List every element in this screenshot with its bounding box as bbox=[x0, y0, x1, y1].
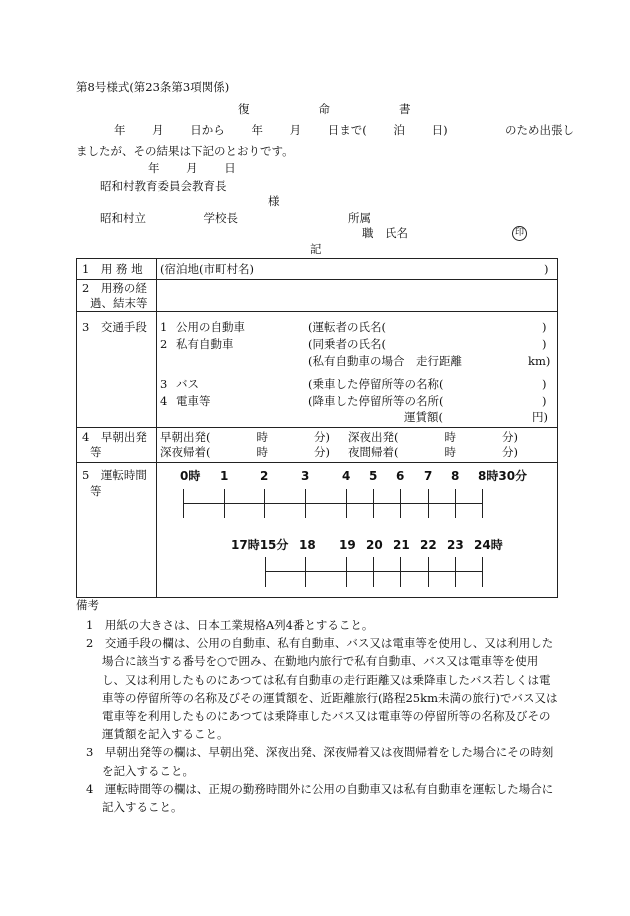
transport-num-2: 2 bbox=[160, 337, 168, 351]
seal-mark: 印 bbox=[512, 226, 527, 241]
morning-tick bbox=[264, 489, 265, 518]
morning-label-2: 2 bbox=[260, 469, 269, 483]
row4-label-2: 等 bbox=[90, 445, 102, 459]
report-date: 年 月 日 bbox=[148, 161, 236, 175]
morning-label-0: 0時 bbox=[180, 469, 201, 483]
trip-date-line: 年 月 日から 年 月 日まで( 泊 日) のため出張し bbox=[114, 123, 575, 137]
destination-close: ) bbox=[544, 262, 549, 276]
evening-label-2: 19 bbox=[339, 538, 356, 552]
evening-label-4: 21 bbox=[393, 538, 410, 552]
transport-mode-4: 電車等 bbox=[176, 394, 211, 408]
morning-label-6: 6 bbox=[396, 469, 405, 483]
evening-label-1: 18 bbox=[299, 538, 316, 552]
note-item-4: 4 運転時間等の欄は、正規の勤務時間外に公用の自動車又は私有自動車を運転した場合に記入すること。 bbox=[86, 781, 554, 815]
row5-label-line2: 等 bbox=[90, 484, 102, 498]
morning-tick bbox=[455, 489, 456, 518]
morning-tick bbox=[305, 489, 306, 518]
note-item-1: 1 用紙の大きさは、日本工業規格A列4番とすること。 bbox=[86, 618, 374, 632]
row2-label-line1: 2 用務の経 bbox=[82, 281, 147, 295]
morning-label-4: 4 bbox=[342, 469, 351, 483]
destination-field[interactable]: (宿泊地(市町村名) bbox=[160, 262, 254, 276]
transport-num-3: 3 bbox=[160, 377, 168, 391]
evening-label-3: 20 bbox=[366, 538, 383, 552]
row2-label-line2: 過、結末等 bbox=[90, 296, 148, 310]
transport-detail-3: (乗車した停留所等の名称( bbox=[308, 377, 444, 391]
late-return-field[interactable]: 深夜帰着( 時 分) bbox=[160, 445, 330, 459]
row3-label: 3 交通手段 bbox=[82, 320, 147, 334]
transport-num-4: 4 bbox=[160, 394, 168, 408]
transport-mode-3: バス bbox=[176, 377, 199, 391]
transport-detail-4: (降車した停留所等の名所( bbox=[308, 394, 444, 408]
morning-tick bbox=[183, 489, 184, 518]
evening-tick bbox=[305, 557, 306, 587]
early-departure-field[interactable]: 早朝出発( 時 分) bbox=[160, 430, 330, 444]
evening-label-5: 22 bbox=[420, 538, 437, 552]
night-return-field[interactable]: 夜間帰着( 時 分) bbox=[348, 445, 518, 459]
night-departure-field[interactable]: 深夜出発( 時 分) bbox=[348, 430, 518, 444]
morning-tick bbox=[346, 489, 347, 518]
transport-num-1: 1 bbox=[160, 320, 168, 334]
affiliation-label: 所属 bbox=[348, 211, 371, 225]
morning-label-5: 5 bbox=[369, 469, 378, 483]
fare-label: 運賃額( bbox=[404, 410, 443, 424]
evening-label-7: 24時 bbox=[474, 538, 503, 552]
ki-label: 記 bbox=[310, 242, 322, 256]
transport-detail-1: (運転者の氏名( bbox=[308, 320, 386, 334]
evening-tick bbox=[400, 557, 401, 587]
transport-close-2: ) bbox=[542, 337, 547, 351]
fare-close: 円) bbox=[532, 410, 548, 424]
transport-mode-1: 公用の自動車 bbox=[176, 320, 245, 334]
morning-label-9: 8時30分 bbox=[478, 469, 528, 483]
row1-label: 1 用 務 地 bbox=[82, 262, 143, 276]
transport-close-3: ) bbox=[542, 377, 547, 391]
evening-tick bbox=[455, 557, 456, 587]
transport-close-1: ) bbox=[542, 320, 547, 334]
evening-label-0: 17時15分 bbox=[231, 538, 289, 552]
school-line: 昭和村立 学校長 bbox=[100, 211, 238, 225]
document-title: 復 命 書 bbox=[238, 102, 411, 116]
notes-list bbox=[76, 616, 558, 816]
transport-mode-2: 私有自動車 bbox=[176, 337, 234, 351]
transport-detail-distance: (私有自動車の場合 走行距離 bbox=[308, 354, 462, 368]
morning-label-3: 3 bbox=[301, 469, 310, 483]
form-number: 第8号様式(第23条第3項関係) bbox=[76, 80, 230, 94]
evening-tick bbox=[482, 557, 483, 587]
evening-tick bbox=[428, 557, 429, 587]
morning-tick bbox=[428, 489, 429, 518]
evening-tick bbox=[346, 557, 347, 587]
morning-tick bbox=[482, 489, 483, 518]
notes-heading: 備考 bbox=[76, 598, 99, 612]
morning-label-7: 7 bbox=[424, 469, 433, 483]
evening-tick bbox=[373, 557, 374, 587]
row4-label: 4 早朝出発 bbox=[82, 430, 147, 444]
addressee: 昭和村教育委員会教育長 bbox=[100, 179, 227, 193]
row5-label-line1: 5 運転時間 bbox=[82, 468, 147, 482]
morning-label-1: 1 bbox=[220, 469, 229, 483]
transport-detail-2: (同乗者の氏名( bbox=[308, 337, 386, 351]
transport-close-km: km) bbox=[528, 354, 551, 368]
transport-close-4: ) bbox=[542, 394, 547, 408]
name-label: 職 氏名 bbox=[362, 226, 408, 240]
morning-tick bbox=[224, 489, 225, 518]
note-item-3: 3 早朝出発等の欄は、早朝出発、深夜出発、深夜帰着又は夜間帰着をした場合にその時刻を記入すること。 bbox=[86, 745, 554, 778]
result-line: ましたが、その結果は下記のとおりです。 bbox=[76, 144, 294, 158]
honorific: 様 bbox=[268, 194, 280, 208]
note-item-2: 2 交通手段の欄は、公用の自動車、私有自動車、バス又は電車等を使用し、又は利用した場合に該当する番号を○で囲み、在勤地内旅行で私有自動車、バス又は電車等を使用し、又は利用したものにあつては私有自動車の走行距離又は乗降車したバス若しくは電車等の停留所等の名称及びその運賃額を、近距離旅行(路程25km未満の旅行)でバス又は電車等を利用したものにあつては乗降車したバス又は電車等の停留所等の名称及びその運賃額を記入すること。 bbox=[86, 636, 558, 742]
morning-tick bbox=[373, 489, 374, 518]
morning-label-8: 8 bbox=[451, 469, 460, 483]
evening-label-6: 23 bbox=[447, 538, 464, 552]
evening-tick bbox=[265, 557, 266, 587]
morning-tick bbox=[400, 489, 401, 518]
